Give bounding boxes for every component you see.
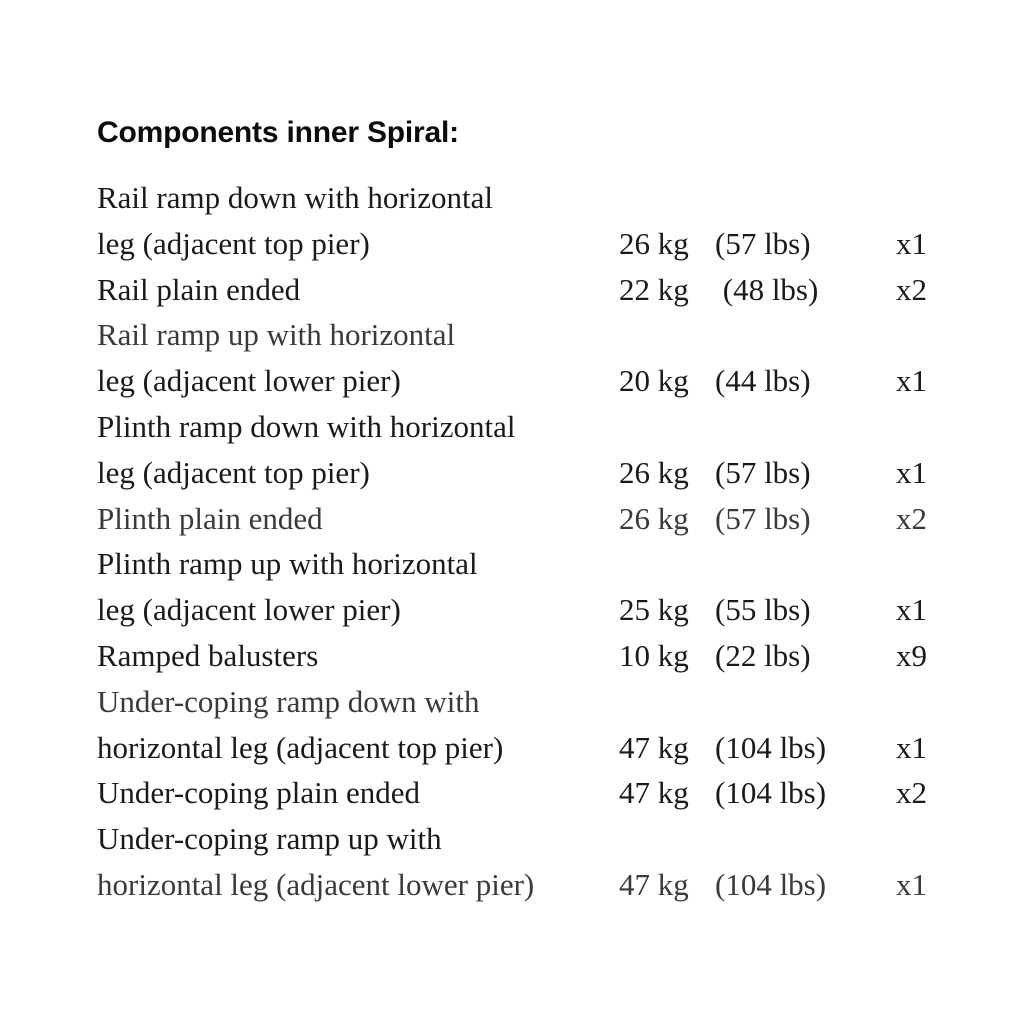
item-description: Plinth plain ended [97, 500, 323, 536]
item-quantity: x1 [896, 592, 927, 628]
list-item [0, 863, 1024, 909]
list-item [0, 634, 1024, 680]
item-weight-lbs: (57 lbs) [715, 500, 811, 536]
item-description: horizontal leg (adjacent lower pier) [97, 866, 535, 902]
components-list [0, 176, 1024, 909]
list-item [0, 359, 1024, 405]
list-item [0, 588, 1024, 634]
item-weight-lbs: (104 lbs) [715, 775, 827, 811]
item-weight-kg: 47 kg [619, 729, 689, 765]
list-item [0, 268, 1024, 314]
list-item [0, 176, 1024, 222]
item-quantity: x2 [896, 271, 927, 307]
item-weight-lbs: (48 lbs) [715, 271, 819, 307]
item-description: leg (adjacent lower pier) [97, 363, 401, 399]
item-weight-kg: 47 kg [619, 775, 689, 811]
item-weight-lbs: (104 lbs) [715, 729, 827, 765]
page-title: Components inner Spiral: [97, 116, 459, 149]
item-weight-lbs: (57 lbs) [715, 225, 811, 261]
item-weight-kg: 47 kg [619, 866, 689, 902]
item-description: Under-coping plain ended [97, 775, 421, 811]
list-item [0, 680, 1024, 726]
list-item [0, 497, 1024, 543]
item-weight-lbs: (104 lbs) [715, 866, 827, 902]
list-item [0, 222, 1024, 268]
list-item [0, 451, 1024, 497]
item-description: Plinth ramp down with horizontal [97, 408, 516, 444]
item-weight-kg: 26 kg [619, 225, 689, 261]
list-item [0, 405, 1024, 451]
item-description: Under-coping ramp down with [97, 683, 480, 719]
item-description: leg (adjacent top pier) [97, 225, 370, 261]
item-description: Rail plain ended [97, 271, 301, 307]
item-quantity: x9 [896, 637, 927, 673]
list-item [0, 771, 1024, 817]
item-weight-kg: 20 kg [619, 363, 689, 399]
item-weight-lbs: (57 lbs) [715, 454, 811, 490]
item-description: leg (adjacent top pier) [97, 454, 370, 490]
item-quantity: x2 [896, 500, 927, 536]
item-description: Plinth ramp up with horizontal [97, 546, 478, 582]
item-description: leg (adjacent lower pier) [97, 592, 401, 628]
item-weight-kg: 26 kg [619, 500, 689, 536]
item-weight-lbs: (22 lbs) [715, 637, 811, 673]
item-weight-kg: 22 kg [619, 271, 689, 307]
item-quantity: x1 [896, 729, 927, 765]
list-item [0, 726, 1024, 772]
item-quantity: x1 [896, 866, 927, 902]
item-weight-lbs: (44 lbs) [715, 363, 811, 399]
item-description: Ramped balusters [97, 637, 319, 673]
item-description: Under-coping ramp up with [97, 821, 442, 857]
item-quantity: x1 [896, 363, 927, 399]
item-description: Rail ramp down with horizontal [97, 180, 494, 215]
list-item [0, 817, 1024, 863]
item-weight-kg: 26 kg [619, 454, 689, 490]
item-weight-kg: 25 kg [619, 592, 689, 628]
list-item [0, 313, 1024, 359]
item-weight-lbs: (55 lbs) [715, 592, 811, 628]
item-quantity: x2 [896, 775, 927, 811]
item-quantity: x1 [896, 454, 927, 490]
item-description: Rail ramp up with horizontal [97, 317, 456, 353]
item-weight-kg: 10 kg [619, 637, 689, 673]
item-quantity: x1 [896, 225, 927, 261]
item-description: horizontal leg (adjacent top pier) [97, 729, 504, 765]
list-item [0, 542, 1024, 588]
